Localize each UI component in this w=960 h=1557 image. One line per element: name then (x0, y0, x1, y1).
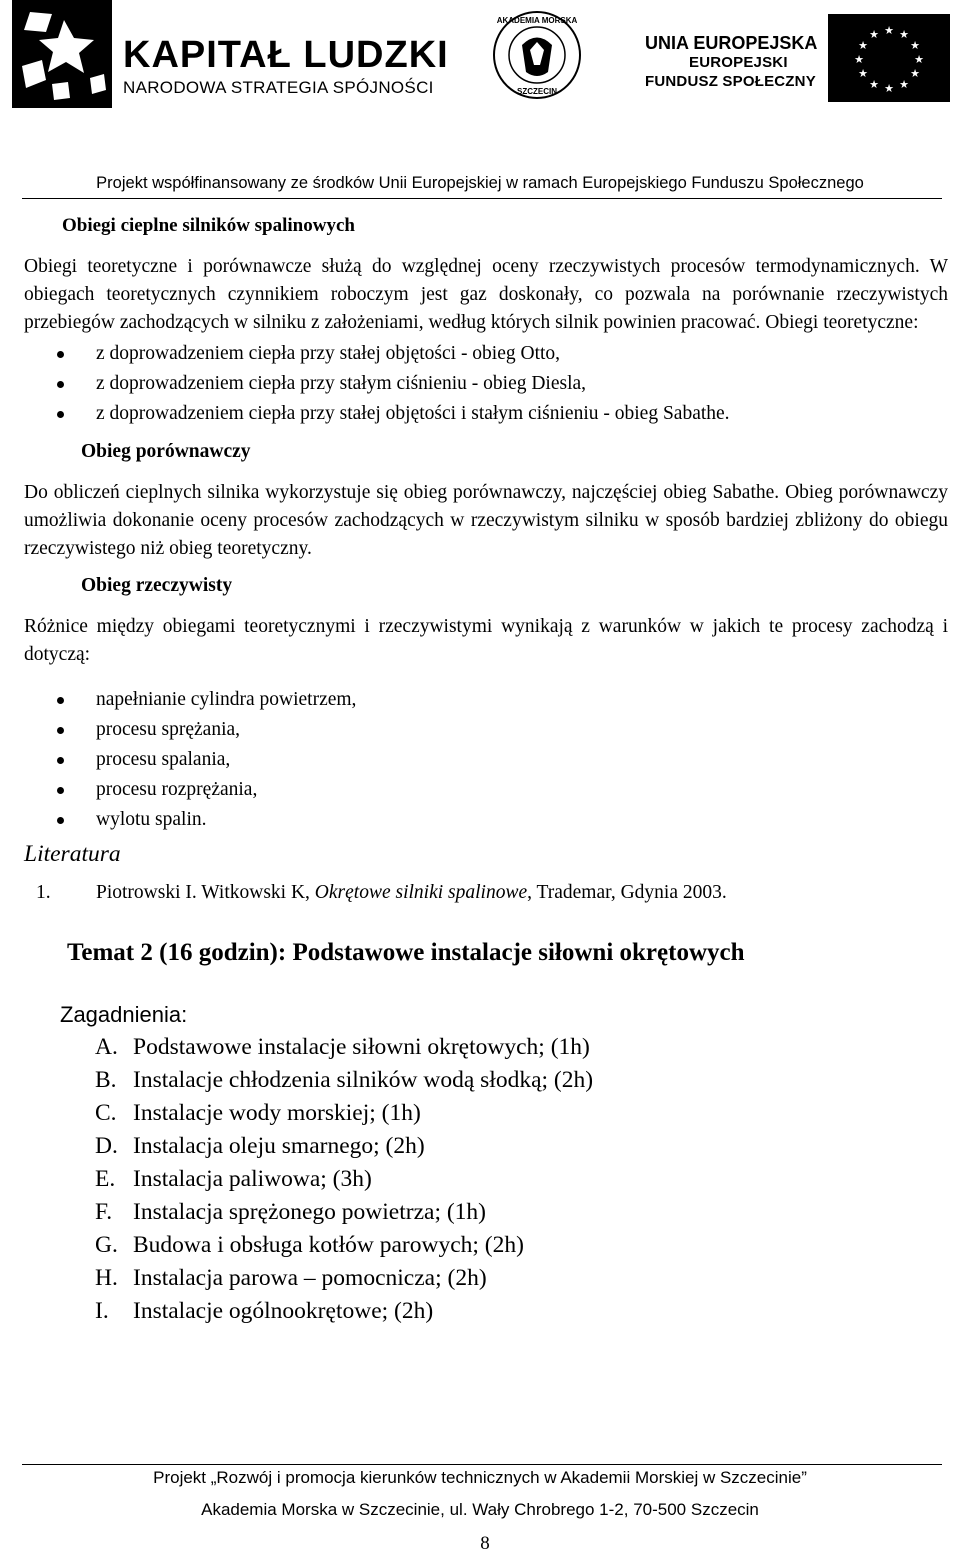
issue-item: C. Instalacje wody morskiej; (1h) (95, 1100, 421, 1126)
list-item: procesu rozprężania, (24, 775, 948, 805)
svg-text:SZCZECIN: SZCZECIN (517, 87, 557, 96)
literature-item (36, 879, 948, 907)
list-item: napełnianie cylindra powietrzem, (24, 685, 948, 715)
list-item: procesu sprężania, (24, 715, 948, 745)
bullet-icon (57, 727, 64, 734)
ue-wordmark (645, 33, 817, 91)
issue-item: E. Instalacja paliwowa; (3h) (95, 1166, 372, 1192)
bullet-list-obiegi (24, 339, 948, 429)
kapital-ludzki-title: KAPITAŁ LUDZKI (123, 34, 449, 76)
svg-text:★: ★ (869, 78, 879, 91)
footer-divider (22, 1464, 942, 1465)
ue-title: UNIA EUROPEJSKA (645, 33, 818, 53)
eu-flag-icon (828, 14, 950, 102)
bullet-icon (57, 381, 64, 388)
svg-text:AKADEMIA MORSKA: AKADEMIA MORSKA (496, 16, 578, 25)
svg-text:★: ★ (899, 78, 909, 91)
issues-label: Zagadnienia: (60, 1002, 188, 1027)
paragraph-obiegi: Obiegi teoretyczne i porównawcze służą do względnej oceny rzeczywistych procesów termodynamicznych. W obiegach teoretycznych czynnikiem roboczym jest gaz doskonały, co pozwala na porównanie rzeczywistych przebiegów zachodzących w silniku z założeniami, według których silnik powinien pracować. Obiegi teoretyczne: (24, 256, 948, 333)
topic-title: Temat 2 (16 godzin): Podstawowe instalacje siłowni okrętowych (67, 939, 745, 966)
funding-caption: Projekt współfinansowany ze środków Unii Europejskiej w ramach Europejskiego Funduszu Społecznego (96, 174, 864, 192)
list-item: procesu spalania, (24, 745, 948, 775)
issue-item: I. Instalacje ogólnookrętowe; (2h) (95, 1298, 434, 1324)
issue-item: A. Podstawowe instalacje siłowni okrętowych; (1h) (95, 1034, 590, 1060)
svg-text:★: ★ (884, 24, 894, 37)
bullet-list-rzeczywisty (24, 685, 948, 835)
footer-address: Akademia Morska w Szczecinie, ul. Wały Chrobrego 1-2, 70-500 Szczecin (201, 1500, 759, 1519)
kapital-ludzki-subtitle: NARODOWA STRATEGIA SPÓJNOŚCI (123, 78, 434, 97)
section-heading-obiegi: Obiegi cieplne silników spalinowych (62, 215, 355, 236)
main-content (24, 212, 948, 1328)
kapital-ludzki-logo (12, 0, 112, 108)
svg-text:★: ★ (910, 67, 920, 80)
bullet-icon (57, 787, 64, 794)
issue-item: D. Instalacja oleju smarnego; (2h) (95, 1133, 425, 1159)
section-heading-rzeczywisty: Obieg rzeczywisty (81, 575, 233, 596)
list-item: z doprowadzeniem ciepła przy stałej objętości i stałym ciśnieniu - obieg Sabathe. (24, 399, 948, 429)
svg-text:★: ★ (914, 53, 924, 66)
list-item: z doprowadzeniem ciepła przy stałej objętości - obieg Otto, (24, 339, 948, 369)
svg-text:★: ★ (899, 28, 909, 41)
page-number: 8 (480, 1533, 490, 1554)
kapital-ludzki-wordmark (123, 36, 449, 98)
literature-item-title: Okrętowe silniki spalinowe (314, 882, 528, 903)
svg-text:★: ★ (858, 67, 868, 80)
header-logos (0, 0, 960, 120)
footer-project: Projekt „Rozwój i promocja kierunków technicznych w Akademii Morskiej w Szczecinie” (153, 1468, 807, 1487)
svg-text:★: ★ (858, 39, 868, 52)
literature-item-publisher: , Trademar, Gdynia 2003. (527, 882, 727, 903)
issue-item: H. Instalacja parowa – pomocnicza; (2h) (95, 1265, 487, 1291)
issue-item: B. Instalacje chłodzenia silników wodą słodką; (2h) (95, 1067, 594, 1093)
ue-line-2: FUNDUSZ SPOŁECZNY (645, 73, 816, 90)
bullet-icon (57, 697, 64, 704)
svg-text:★: ★ (869, 28, 879, 41)
paragraph-porownawczy: Do obliczeń cieplnych silnika wykorzystuje się obieg porównawczy, najczęściej obieg Sabathe. Obieg porównawczy umożliwia dokonanie oceny procesów zachodzących w rzeczywistym silniku w sposób bardziej zbliżony do obiegu rzeczywistego niż obieg teoretyczny. (24, 482, 948, 559)
bullet-icon (57, 351, 64, 358)
list-item: z doprowadzeniem ciepła przy stałym ciśnieniu - obieg Diesla, (24, 369, 948, 399)
literature-item-number: 1. (36, 882, 51, 903)
list-item: wylotu spalin. (24, 805, 948, 835)
section-heading-porownawczy: Obieg porównawczy (81, 441, 251, 462)
literature-item-author: Piotrowski I. Witkowski K, (96, 882, 315, 903)
header-divider (22, 198, 942, 199)
svg-text:★: ★ (910, 39, 920, 52)
paragraph-rzeczywisty: Różnice między obiegami teoretycznymi i rzeczywistymi wynikają z warunków w jakich te procesy zachodzą i dotyczą: (24, 616, 948, 665)
issues-list (24, 1031, 948, 1328)
issue-item: F. Instalacja sprężonego powietrza; (1h) (95, 1199, 486, 1225)
bullet-icon (57, 411, 64, 418)
svg-text:★: ★ (884, 82, 894, 95)
ue-line-1: EUROPEJSKI (689, 54, 788, 71)
literature-heading: Literatura (24, 841, 121, 867)
bullet-icon (57, 817, 64, 824)
issue-item: G. Budowa i obsługa kotłów parowych; (2h) (95, 1232, 524, 1258)
bullet-icon (57, 757, 64, 764)
svg-text:★: ★ (854, 53, 864, 66)
akademia-morska-logo (492, 10, 582, 100)
